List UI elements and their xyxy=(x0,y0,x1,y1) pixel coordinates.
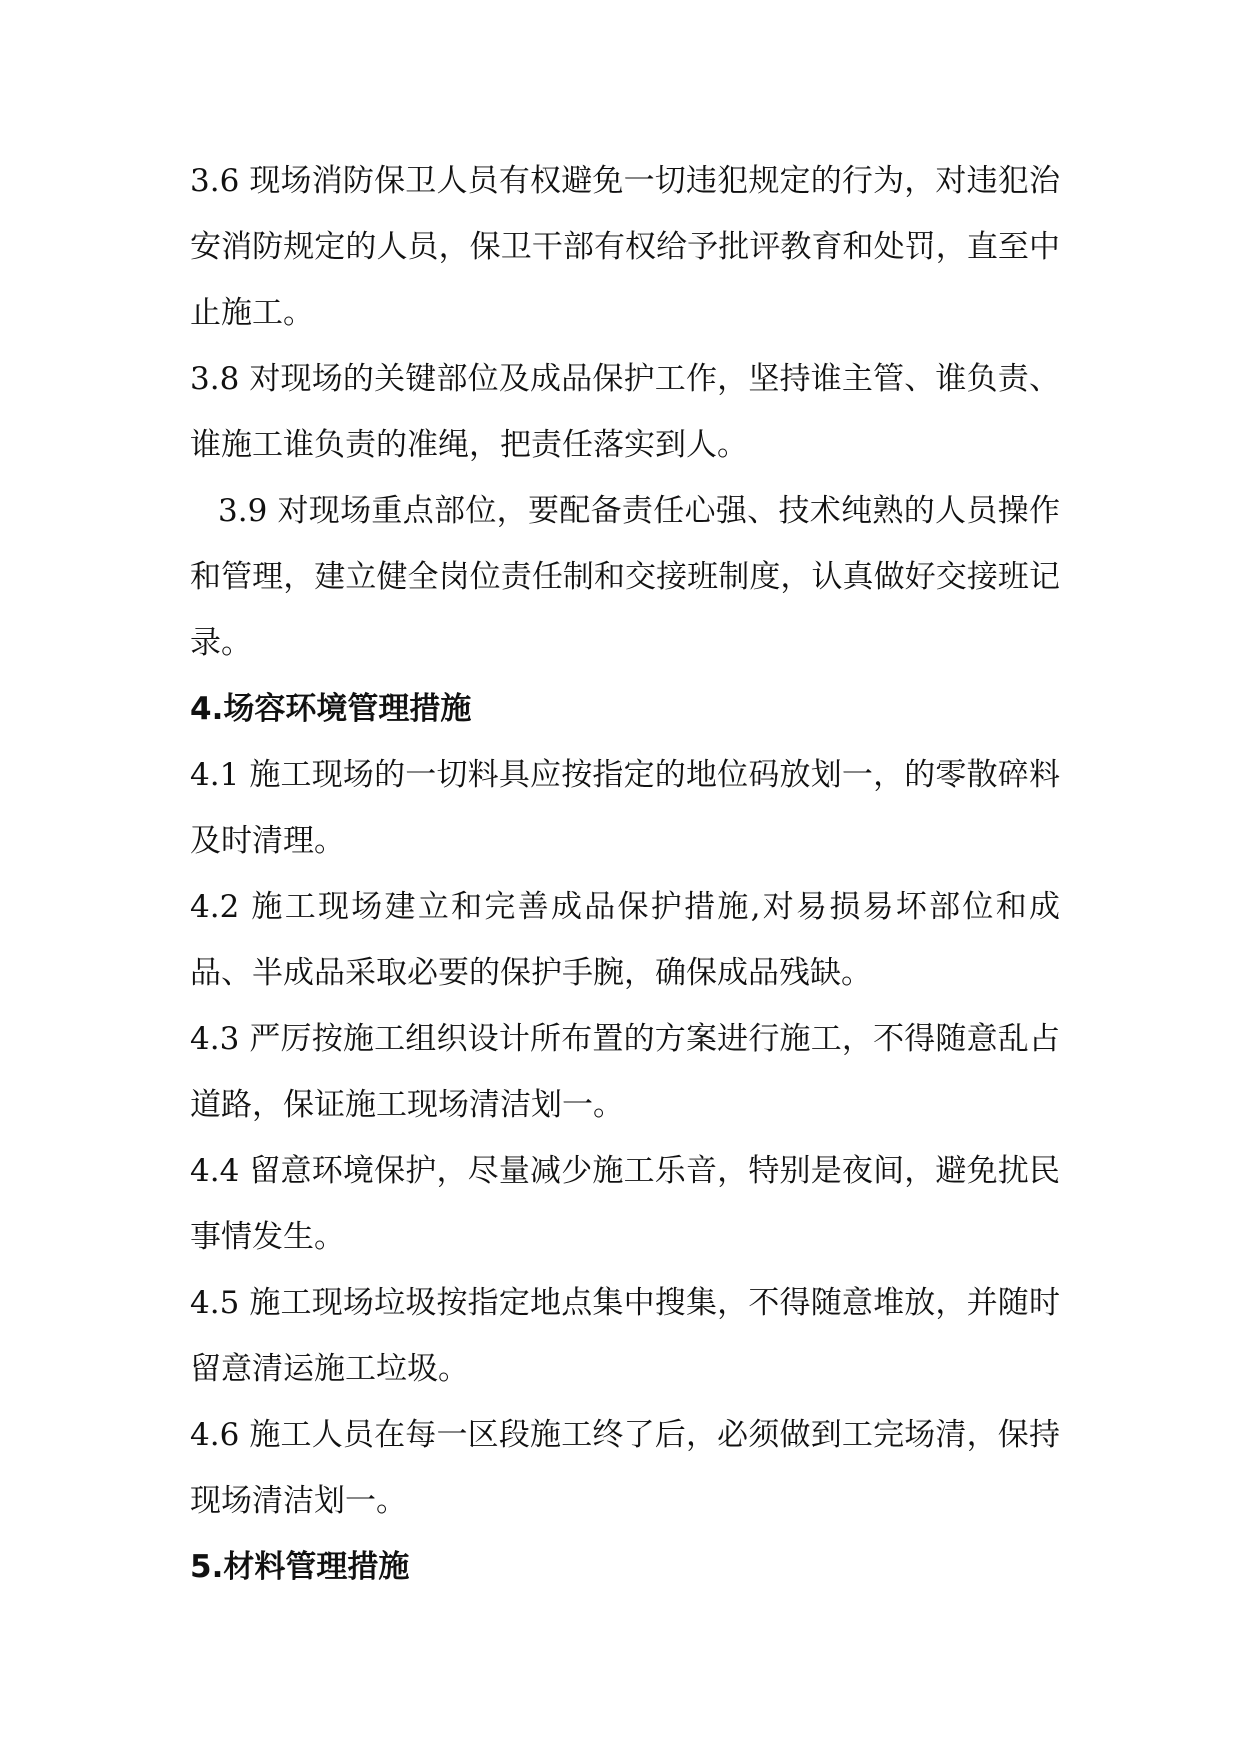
paragraph-4-4: 4.4 留意环境保护，尽量减少施工乐音，特别是夜间，避免扰民事情发生。 xyxy=(190,1153,1060,1255)
section-heading-4: 4.场容环境管理措施 xyxy=(190,691,472,727)
paragraph-3-8: 3.8 对现场的关键部位及成品保护工作，坚持谁主管、谁负责、谁施工谁负责的准绳，把责任落实到人。 xyxy=(190,361,1060,463)
paragraph-4-2: 4.2 施工现场建立和完善成品保护措施,对易损易坏部位和成品、半成品采取必要的保护手腕，确保成品残缺。 xyxy=(190,889,1060,991)
section-heading-5: 5.材料管理措施 xyxy=(190,1549,410,1585)
paragraph-4-6: 4.6 施工人员在每一区段施工终了后，必须做到工完场清，保持现场清洁划一。 xyxy=(190,1417,1060,1519)
paragraph-3-6: 3.6 现场消防保卫人员有权避免一切违犯规定的行为，对违犯治安消防规定的人员，保卫干部有权给予批评教育和处罚，直至中止施工。 xyxy=(190,163,1060,331)
paragraph-4-1: 4.1 施工现场的一切料具应按指定的地位码放划一，的零散碎料及时清理。 xyxy=(190,757,1060,859)
paragraph-3-9: 3.9 对现场重点部位，要配备责任心强、技术纯熟的人员操作和管理，建立健全岗位责任制和交接班制度，认真做好交接班记录。 xyxy=(190,493,1060,661)
document-body xyxy=(190,148,1060,1600)
paragraph-4-3: 4.3 严厉按施工组织设计所布置的方案进行施工，不得随意乱占道路，保证施工现场清洁划一。 xyxy=(190,1021,1060,1123)
paragraph-4-5: 4.5 施工现场垃圾按指定地点集中搜集，不得随意堆放，并随时留意清运施工垃圾。 xyxy=(190,1285,1060,1387)
